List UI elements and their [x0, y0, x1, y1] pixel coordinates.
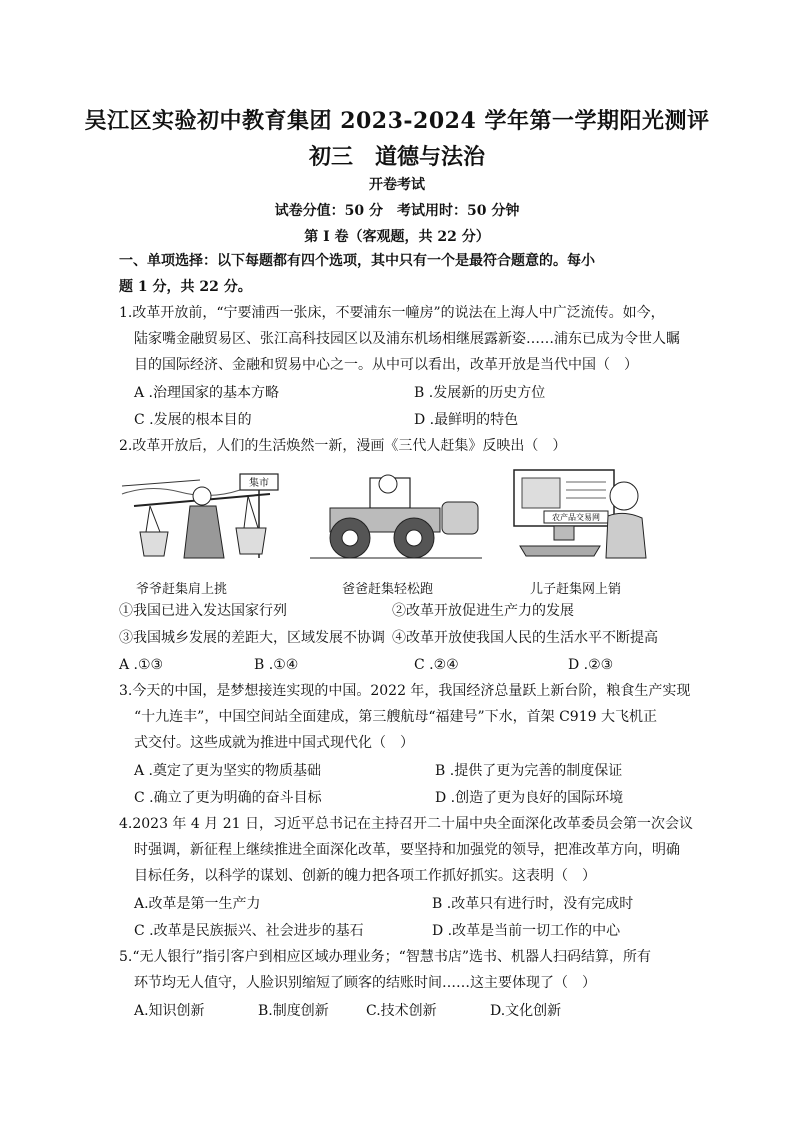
q4-option-b: B .改革只有进行时，没有完成时 — [432, 896, 634, 912]
q5-option-b: B.制度创新 — [258, 1003, 329, 1019]
q1-stem-line3: 目的国际经济、金融和贸易中心之一。从中可以看出，改革开放是当代中国（ ） — [134, 357, 638, 373]
q1-stem-line1: 1.改革开放前，“宁要浦西一张床，不要浦东一幢房”的说法在上海人中广泛流传。如今， — [119, 305, 665, 321]
q2-statement-4: ④改革开放使我国人民的生活水平不断提高 — [392, 630, 658, 646]
q4-stem-line1: 4.2023 年 4 月 21 日，习近平总书记在主持召开二十届中央全面深化改革委员会第一次会议 — [119, 816, 693, 832]
score-and-time: 试卷分值：50 分 考试用时：50 分钟 — [274, 203, 520, 219]
q1-option-b: B .发展新的历史方位 — [414, 385, 546, 401]
cartoon-father — [310, 466, 482, 562]
sign-text: 集市 — [249, 478, 269, 489]
q3-option-d: D .创造了更为良好的国际环境 — [435, 790, 624, 806]
q2-option-c: C .②④ — [414, 657, 459, 673]
q4-stem-line3: 目标任务，以科学的谋划、创新的魄力把各项工作抓好抓实。这表明（ ） — [134, 868, 596, 884]
q4-option-a: A.改革是第一生产力 — [134, 896, 261, 912]
q1-option-d: D .最鲜明的特色 — [414, 412, 519, 428]
volume-heading: 第 I 卷（客观题，共 22 分） — [304, 229, 490, 245]
section-heading-line2: 题 1 分，共 22 分。 — [119, 279, 252, 295]
q1-option-c: C .发展的根本目的 — [134, 412, 252, 428]
section-heading-line1: 一、单项选择：以下每题都有四个选项，其中只有一个是最符合题意的。每小 — [119, 253, 595, 269]
q5-stem-line1: 5.“无人银行”指引客户到相应区域办理业务；“智慧书店”选书、机器人扫码结算，所有 — [119, 949, 651, 965]
q5-option-d: D.文化创新 — [490, 1003, 562, 1019]
q2-statement-1: ①我国已进入发达国家行列 — [119, 603, 287, 619]
cartoon-grandpa — [120, 466, 290, 562]
q3-stem-line2: “十九连丰”，中国空间站全面建成，第三艘航母“福建号”下水，首架 C919 大飞机正 — [134, 709, 657, 725]
caption-grandpa: 爷爷赶集肩上挑 — [136, 582, 228, 597]
caption-father: 爸爸赶集轻松跑 — [342, 582, 434, 597]
q3-stem-line3: 式交付。这些成就为推进中国式现代化（ ） — [134, 735, 414, 751]
q3-stem-line1: 3.今天的中国，是梦想接连实现的中国。2022 年，我国经济总量跃上新台阶，粮食生产实现 — [119, 683, 691, 699]
cartoon-son — [510, 466, 650, 562]
q4-option-c: C .改革是民族振兴、社会进步的基石 — [134, 923, 364, 939]
screen-text: 农产品交易网 — [552, 513, 600, 522]
q2-option-b: B .①④ — [254, 657, 299, 673]
q3-option-c: C .确立了更为明确的奋斗目标 — [134, 790, 322, 806]
q4-stem-line2: 时强调，新征程上继续推进全面深化改革，要坚持和加强党的领导，把准改革方向，明确 — [134, 842, 680, 858]
q2-option-d: D .②③ — [568, 657, 614, 673]
q5-option-c: C.技术创新 — [366, 1003, 437, 1019]
q2-statement-3: ③我国城乡发展的差距大，区域发展不协调 — [119, 630, 385, 646]
exam-type: 开卷考试 — [369, 177, 425, 193]
q2-stem: 2.改革开放后，人们的生活焕然一新，漫画《三代人赶集》反映出（ ） — [119, 438, 567, 454]
exam-title: 吴江区实验初中教育集团 2023-2024 学年第一学期阳光测评 — [84, 108, 710, 134]
q2-option-a: A .①③ — [119, 657, 164, 673]
q3-option-b: B .提供了更为完善的制度保证 — [435, 763, 623, 779]
exam-subject: 初三 道德与法治 — [308, 144, 485, 170]
q4-option-d: D .改革是当前一切工作的中心 — [432, 923, 621, 939]
q2-statement-2: ②改革开放促进生产力的发展 — [392, 603, 574, 619]
q1-stem-line2: 陆家嘴金融贸易区、张江高科技园区以及浦东机场相继展露新姿……浦东已成为令世人瞩 — [134, 331, 680, 347]
q3-option-a: A .奠定了更为坚实的物质基础 — [134, 763, 322, 779]
caption-son: 儿子赶集网上销 — [530, 582, 622, 597]
q1-option-a: A .治理国家的基本方略 — [134, 385, 280, 401]
q5-stem-line2: 环节均无人值守，人脸识别缩短了顾客的结账时间……这主要体现了（ ） — [134, 975, 596, 991]
q5-option-a: A.知识创新 — [134, 1003, 205, 1019]
